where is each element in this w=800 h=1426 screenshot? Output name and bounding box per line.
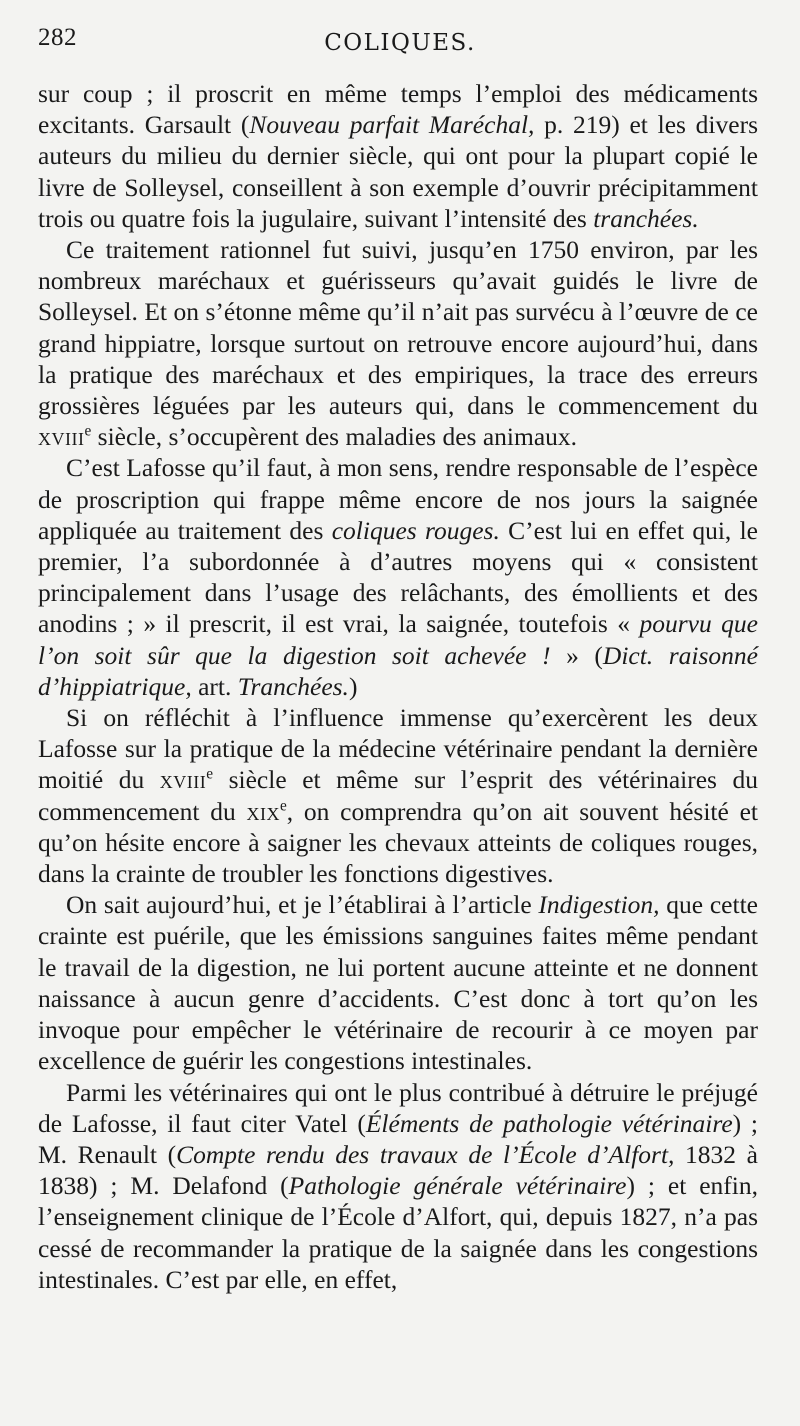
- text-run: Si on réfléchit à l’influence immense qu’exercèrent les deux Lafosse sur la pratique de la médecine vétérinaire pendant la dernière moitié du: [38, 703, 758, 795]
- text-run: p. 219) et les divers auteurs du milieu du dernier siècle, qui ont pour la plupart copié le livre de Solleysel, conseillent à son exemple d’ouvrir précipitamment trois ou quatre fois la jugulaire, suivant l’intensité des: [38, 110, 758, 233]
- text-run: On sait aujourd’hui, et je l’établirai à l’article: [66, 890, 539, 920]
- text-run: Parmi les vétérinaires qui ont le plus contribué à détruire le préjugé de Lafosse, il faut citer Vatel (: [38, 1077, 758, 1138]
- text-run: siècle, s’occupèrent des maladies des animaux.: [91, 422, 578, 452]
- italic-run: Nouveau parfait Maréchal,: [249, 110, 535, 140]
- paragraph-5: [38, 889, 758, 1076]
- century-numeral: xviii: [38, 422, 85, 452]
- running-title: COLIQUES.: [324, 30, 476, 56]
- italic-run: coliques rouges.: [331, 515, 500, 545]
- text-run: siècle et même sur l’esprit des vétérinaires du commencement du: [38, 765, 758, 826]
- italic-run: Pathologie générale vétérinaire: [288, 1171, 627, 1201]
- italic-run: Dict. raisonné d’hippiatrique,: [38, 640, 758, 701]
- text-run: ) ; M. Renault (: [38, 1108, 758, 1169]
- text-run: , on comprendra qu’on ait souvent hésité et qu’on hésite encore à saigner les chevaux atteints de coliques rouges, dans la crainte de troubler les fonctions digestives.: [38, 796, 758, 889]
- text-run: Ce traitement rationnel fut suivi, jusqu’en 1750 environ, par les nombreux maréchaux et guérisseurs qu’avait guidés le livre de Solleysel. Et on s’étonne même qu’il n’ait pas survécu à l’œuvre de ce grand hippiatre, lorsque surtout on retrouve encore aujourd’hui, dans la pratique des maréchaux et des empiriques, la trace des erreurs grossières léguées par les auteurs qui, dans le commencement du: [38, 235, 758, 421]
- text-run: ) ; et enfin, l’enseignement clinique de l’École d’Alfort, qui, depuis 1827, n’a pas cessé de recommander la pratique de la saignée dans les congestions intestinales. C’est par elle, en effet,: [38, 1171, 758, 1294]
- superscript: e: [206, 765, 214, 783]
- century-numeral: xix: [246, 796, 280, 826]
- text-run: ): [348, 671, 358, 701]
- italic-run: pourvu que l’on soit sûr que la digestion soit achevée !: [38, 609, 758, 670]
- page-number: 282: [38, 24, 77, 51]
- text-run: sur coup ; il proscrit en même temps l’emploi des médicaments excitants. Garsault (: [38, 79, 758, 140]
- text-run: art.: [191, 671, 238, 701]
- text-run: 1832 à 1838) ; M. Delafond (: [38, 1139, 758, 1201]
- superscript: e: [279, 797, 287, 815]
- superscript: e: [84, 422, 92, 440]
- text-run: C’est lui en effet qui, le premier, l’a subordonnée à d’autres moyens qui « consistent principalement dans l’usage des relâchants, des émollients et des anodins ; » il prescrit, il est vrai, la saignée, toutefois «: [38, 515, 759, 639]
- paragraph-2: [38, 234, 758, 452]
- text-run: » (: [550, 640, 603, 670]
- italic-run: Éléments de pathologie vétérinaire: [365, 1108, 733, 1138]
- text-run: C’est Lafosse qu’il faut, à mon sens, rendre responsable de l’espèce de proscription qui frappe même encore de nos jours la saignée appliquée au traitement des: [38, 453, 758, 545]
- italic-run: Indigestion,: [538, 890, 660, 920]
- text-run: que cette crainte est puérile, que les émissions sanguines faites même pendant le travail de la digestion, ne lui portent aucune atteinte et ne donnent naissance à aucun genre d’accidents. C’est donc à tort qu’on les invoque pour empêcher le vétérinaire de recourir à ce moyen par excellence de guérir les congestions intestinales.: [38, 890, 758, 1076]
- italic-run: Tranchées.: [237, 671, 349, 701]
- paragraph-1: [38, 78, 758, 234]
- italic-run: Compte rendu des travaux de l’École d’Alfort,: [176, 1139, 675, 1169]
- paragraph-6: [38, 1077, 758, 1295]
- body-text: [38, 78, 758, 1295]
- century-numeral: xviii: [159, 765, 207, 795]
- italic-run: tranchées.: [593, 203, 699, 233]
- paragraph-4: [38, 702, 758, 889]
- paragraph-3: [38, 452, 758, 702]
